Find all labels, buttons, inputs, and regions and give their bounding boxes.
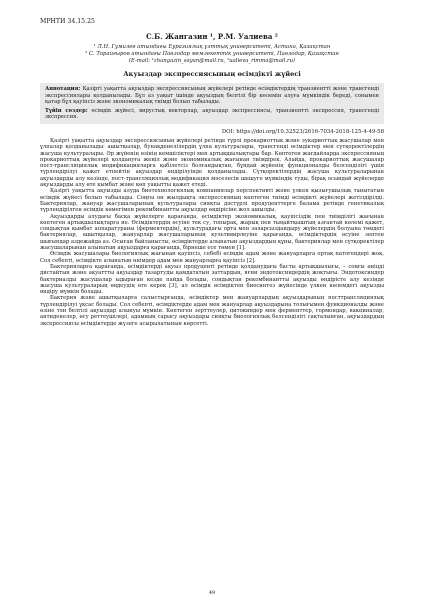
paragraph: Қазіргі уақытта ақуыздар экспрессиясының жүйелері ретінде түрлі прокариоттық және эукариоттық жасушалар мен ұлпалар қолданылады: ашытқылар, бунақденелілердің ұлпа культуралары, трансгенді өсімдіктер мен сүтқоректілердің жасуша культуралары. Әр жүйенің өзінің кемшіліктері мен артықшылықтары бар. Көптеген жағдайларда экспрессияның прокариоттық жүйелері қолдануға жеңіл және экономикалық жағынан тиімдірек. Алайда, прокариоттық жасушалар пост-трансляциялық модификацияларға қабілетсіз болғандықтан, бұндай жүйенің функционалды белсенділігі үшін түрлендірілуі қажет етпейтін ақуыздар өндірілуінде қолданылады. Сүтқоректілердің жасуша культураларынан ақуыздарды алу кезінде, пост-трансляциялық модификация мәселесін шешуге мүмкіндік туды, бірақ осындай жүйелерде ақуыздарды алу өте қымбат және көп уақытты қажет етеді. (40, 137, 384, 189)
authors: С.Б. Жангазин ¹, Р.М. Уалиева ² (146, 32, 278, 41)
paper-title: Ақуыздар экспрессиясының өсімдікті жүйесі (123, 70, 301, 78)
keywords-label: Түйін сөздер: (45, 107, 88, 114)
abstract (45, 86, 379, 106)
abstract-box (40, 83, 384, 124)
paragraph: Бактерияларға қарағанда, өсімдіктерді ақуыз продуценті ретінде қолданудағы басты артықшылығы, – соңғы өніцді дистайтын және ақуаттты ақуыздар тазартуды қамдататын заттардың, яғни эндотоксиндердің жоқтығы. Эндотоксиндер бактериалды жасушалар ыдыраған кезде пайда болады, сондықтан рекомбинантты ақуызды өндірісте алу кезінде жасуша культураларың өңдеудің өте керек [3], ал өсімдік өсімдіктен биосинтез жүйесінде үлкен көлемдегі ақуызды өндіру мүмкін болады. (40, 263, 384, 296)
keywords-text: өсімдік жүйесі, вирустық векторлар, ақуыздар экспрессиясы, транзиентті экспрессия, трансгенді экспрессия. (45, 107, 379, 121)
paragraph: Қазіргі уақытта ақуызды алуда биотехнологиялық компаниялар перспективті және үлкен қызығушылық танытатын өсімдік жүйесі болып табылады. Соңғы он жылдықта экспрессияның көптеген тиімді өсімдікті жүйелері жетілдірілді. Бактериялар, жануар жасушаларының культуралары сияқты дәстүрлі продуценттерге балама ретінде генетикалық түрлендірілген өсімдік көмегімен рекомбинантты ақуыздар өндірісіне жол ашылды. (40, 188, 384, 214)
abstract-text: Қазіргі уақытта ақуыздар экспрессиясының жүйелері ретінде өсімдіктердің транзиентті және трансгенді экспрессиялары қолданылады. Бұл аз уақыт ішінде ақуыздың белгілі бір көлемін алуға мүмкіндік береді, сонымен қатар бұл қауіпсіз және экономикалық тиімді болып табылады. (45, 86, 379, 106)
paragraph: Өсімдік жасушалары биологиялық жағынан қауіпсіз, себебі өсімдік адам және жануарларға ортақ патогендері жоқ. Сол себепті, өсімдікте алынатын өнімдер адам мен жануарларға қауіпсіз [2]. (40, 251, 384, 264)
affiliation-1: ¹ Л.Н. Гумилев атындағы Еуразиялық ұлттық университеті, Астана, Қазақстан (93, 44, 331, 50)
doi-link[interactable]: DOI: https://doi.org/10.32523/2616-7034-2018-125-4-49-58 (221, 128, 384, 135)
paragraph: Бактерия және ашытқыларға салыстырғанда, өсімдіктер мен жануарлардың ақуыздарының посттрансляциялық түрлендірілуі ұқсас болады. Сол себепті, өсімдіктерде адам мен жануарлар ақуыздарына толығымен функционалды және өзіне тән белгілі ақуыздар алынуы мүмкін. Көптеген зерттеулер, цитокиндер мен ферменттер, гормондар, вакциналар, антиденелер, өсу реттеушілері, адамның сарысу ақуыздары сияқты биологиялық белсенділігі сақталынған, ақуыздардың экспрессиясы өсімдіктерде жүзеге асырылатынын көрсетті. (40, 295, 384, 327)
paragraph: Ақуыздарды алудағы басқа жүйелерге қарағанда, өсімдіктер экономикалық, қауіпсіздік пен тиімділігі жағынан көптеген артықшылықтарға ие. Өсімдіктердің өсуіне тек су, топырақ, жарық пен тыңайтқыштың азғантай көлемі қажет, сондықтан қымбат аппаратураны (ферментердің), культурадағы орта мен заларсыздандыру жүйелердің болуына төмдегі бактериялар, ашытқылар, жануарлар жасушаларының культивирлеуіне қарағанда, өсімдіктердің өсуіне зептен шығындар аздежайда аз. Осыған байланысты, өсімдіктерде алынатын ақуыздардың құны, бактериялар мен сүтқоректілер жасушаларынан алынатын ақуыздарға қарағанда, бірнеше есе төмен [1]. (40, 213, 384, 252)
page-number: 49 (208, 590, 216, 596)
keywords (45, 108, 379, 121)
affiliations (40, 44, 384, 65)
body-text (40, 138, 384, 327)
abstract-label: Аннотация: (45, 86, 81, 92)
udc-code: МРНТИ 34.15.25 (40, 18, 95, 25)
affiliation-2: ² С. Торайғыров атындағы Павлодар мемлекеттік университеті, Павлодар, Қазақстан (85, 51, 339, 57)
author-emails: (E-mail: ¹zhangazin_sayan@mail.ru, ²ualieva_rimma@mail.ru) (128, 58, 296, 64)
